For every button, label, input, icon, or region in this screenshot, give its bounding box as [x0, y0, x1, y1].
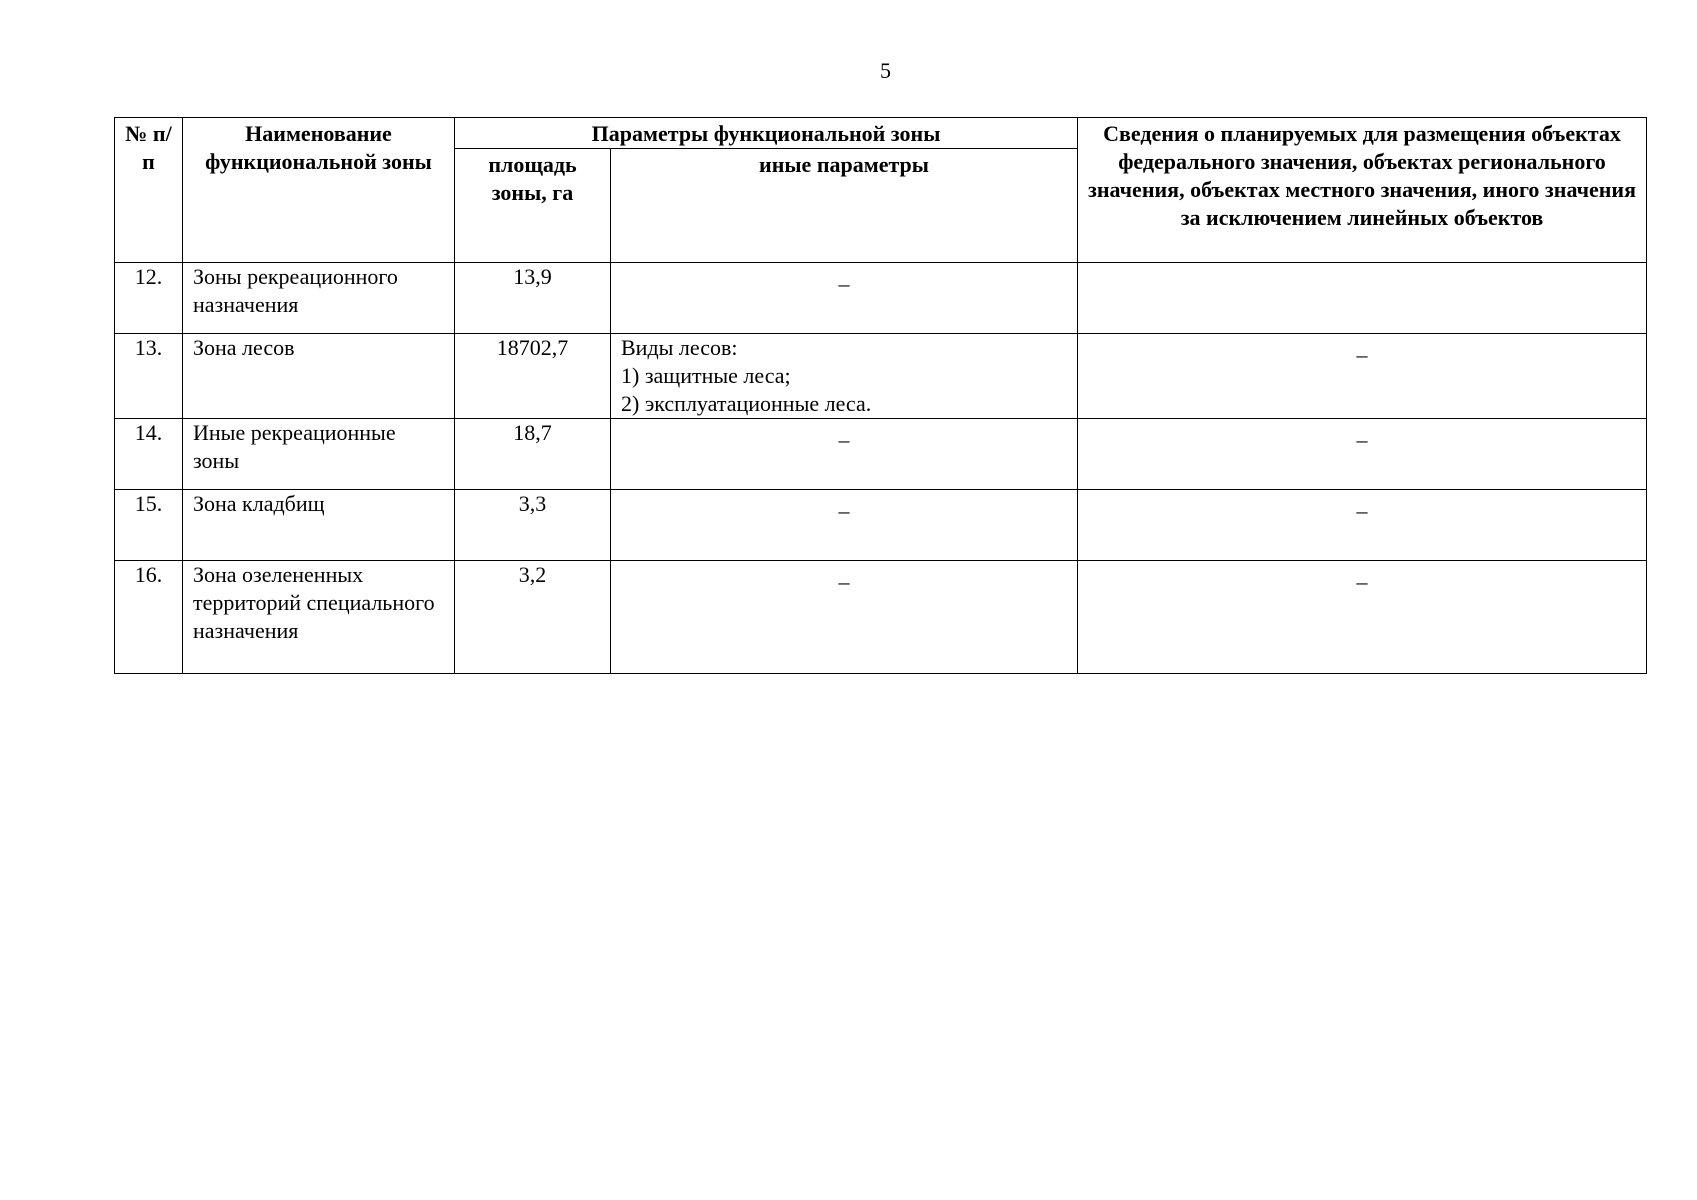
table-row: [115, 334, 1647, 419]
dash-text: –: [1356, 569, 1368, 594]
row-info: [1078, 561, 1647, 674]
header-row: [115, 118, 1647, 149]
dash-text: –: [838, 427, 850, 452]
row-zone-name: Зона кладбищ: [183, 490, 455, 561]
row-area: 18702,7: [455, 334, 611, 419]
table-row: [115, 490, 1647, 561]
dash-text: –: [1356, 427, 1368, 452]
row-other-params: [611, 419, 1078, 490]
row-info: [1078, 419, 1647, 490]
header-num: № п/п: [115, 118, 183, 263]
row-num: 12.: [115, 263, 183, 334]
row-other-params: [611, 561, 1078, 674]
row-area: 3,3: [455, 490, 611, 561]
row-zone-name: Зона озелененных территорий специального назначения: [183, 561, 455, 674]
table-row: [115, 419, 1647, 490]
dash-text: –: [838, 498, 850, 523]
row-other-params: [611, 334, 1078, 419]
table-row: [115, 263, 1647, 334]
dash-text: –: [1356, 498, 1368, 523]
header-other-params: иные параметры: [611, 149, 1078, 263]
row-other-params: [611, 263, 1078, 334]
header-area: площадь зоны, га: [455, 149, 611, 263]
row-info: [1078, 490, 1647, 561]
header-info: Сведения о планируемых для размещения объектах федерального значения, объектах регионального значения, объектах местного значения, иного значения за исключением линейных объектов: [1078, 118, 1647, 263]
dash-text: –: [838, 271, 850, 296]
row-num: 14.: [115, 419, 183, 490]
row-num: 15.: [115, 490, 183, 561]
header-name: Наименование функциональной зоны: [183, 118, 455, 263]
row-zone-name: Зоны рекреационного назначения: [183, 263, 455, 334]
row-info: [1078, 334, 1647, 419]
header-params-group: Параметры функциональной зоны: [455, 118, 1078, 149]
forest-types-label: Виды лесов:: [621, 335, 738, 360]
row-area: 13,9: [455, 263, 611, 334]
row-other-params: [611, 490, 1078, 561]
functional-zones-table: [114, 117, 1647, 674]
row-num: 13.: [115, 334, 183, 419]
dash-text: –: [1356, 342, 1368, 367]
row-info: [1078, 263, 1647, 334]
forest-type-protective: 1) защитные леса;: [621, 363, 791, 388]
table-row: [115, 561, 1647, 674]
row-zone-name: Иные рекреационные зоны: [183, 419, 455, 490]
row-area: 3,2: [455, 561, 611, 674]
dash-text: –: [838, 569, 850, 594]
row-num: 16.: [115, 561, 183, 674]
page-number: 5: [880, 58, 891, 83]
row-area: 18,7: [455, 419, 611, 490]
row-zone-name: Зона лесов: [183, 334, 455, 419]
forest-type-operational: 2) эксплуатационные леса.: [621, 391, 872, 416]
